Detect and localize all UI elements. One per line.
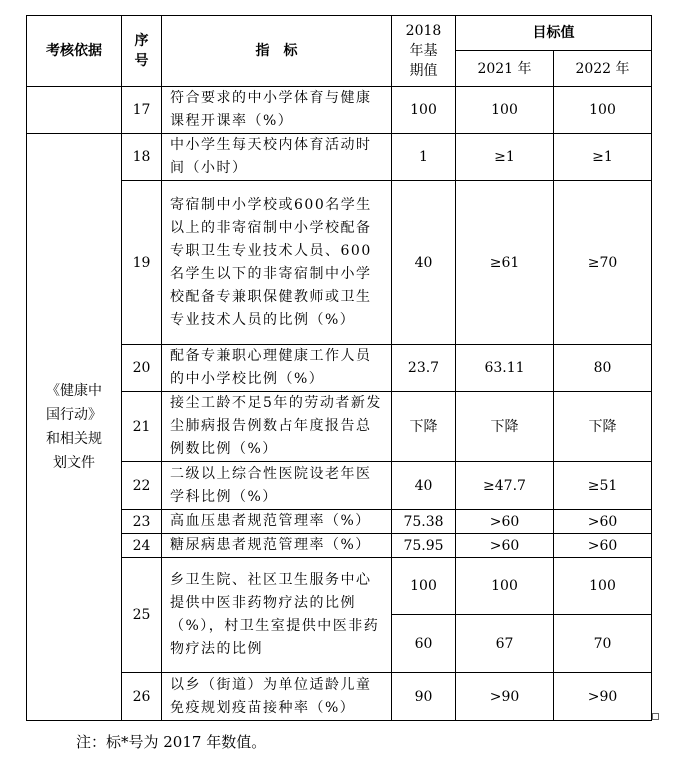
indicator-cell: 寄宿制中小学校或600名学生以上的非寄宿制中小学校配备专职卫生专业技术人员、600名学生以下的非寄宿制中小学校配备专兼职保健教师或卫生专业技术人员的比例（%） <box>162 181 392 345</box>
seq-cell: 21 <box>122 392 162 462</box>
seq-cell: 19 <box>122 181 162 345</box>
base-cell: 75.38 <box>392 510 456 534</box>
table-row <box>27 87 652 134</box>
value-2022-cell: ≥51 <box>554 462 652 510</box>
header-base-value: 2018 年基 期值 <box>392 16 456 87</box>
base-cell: 100 <box>392 558 456 615</box>
value-2021-cell: >90 <box>456 673 554 721</box>
value-2021-cell: 67 <box>456 615 554 673</box>
value-2022-cell: >90 <box>554 673 652 721</box>
base-cell: 1 <box>392 134 456 181</box>
base-cell: 下降 <box>392 392 456 462</box>
indicator-cell: 二级以上综合性医院设老年医学科比例（%） <box>162 462 392 510</box>
header-2022: 2022 年 <box>554 51 652 87</box>
value-2021-cell: ≥1 <box>456 134 554 181</box>
value-2022-cell: 70 <box>554 615 652 673</box>
basis-group-text: 《健康中 国行动》 和相关规 划文件 <box>46 383 102 471</box>
header-seq: 序 号 <box>122 16 162 87</box>
table-row <box>27 134 652 181</box>
value-2021-cell: 100 <box>456 558 554 615</box>
header-basis: 考核依据 <box>27 16 122 87</box>
indicator-cell: 糖尿病患者规范管理率（%） <box>162 534 392 558</box>
indicator-cell: 高血压患者规范管理率（%） <box>162 510 392 534</box>
seq-cell: 20 <box>122 345 162 392</box>
base-cell: 23.7 <box>392 345 456 392</box>
value-2022-cell: 100 <box>554 87 652 134</box>
value-2022-cell: >60 <box>554 510 652 534</box>
base-cell: 75.95 <box>392 534 456 558</box>
indicator-cell: 以乡（街道）为单位适龄儿童免疫规划疫苗接种率（%） <box>162 673 392 721</box>
value-2022-cell: 100 <box>554 558 652 615</box>
value-2021-cell: 下降 <box>456 392 554 462</box>
seq-cell: 22 <box>122 462 162 510</box>
indicator-cell: 符合要求的中小学体育与健康课程开课率（%） <box>162 87 392 134</box>
footnote: 注：标*号为 2017 年数值。 <box>76 733 267 751</box>
indicator-table <box>26 15 652 721</box>
base-cell: 40 <box>392 181 456 345</box>
value-2022-cell: 80 <box>554 345 652 392</box>
value-2022-cell: >60 <box>554 534 652 558</box>
header-target: 目标值 <box>456 16 652 51</box>
base-cell: 100 <box>392 87 456 134</box>
value-2022-cell: 下降 <box>554 392 652 462</box>
basis-cell-empty <box>27 87 122 134</box>
value-2021-cell: >60 <box>456 510 554 534</box>
base-cell: 40 <box>392 462 456 510</box>
base-cell: 60 <box>392 615 456 673</box>
header-indicator: 指 标 <box>162 16 392 87</box>
value-2021-cell: ≥47.7 <box>456 462 554 510</box>
base-cell: 90 <box>392 673 456 721</box>
value-2021-cell: 63.11 <box>456 345 554 392</box>
seq-cell: 25 <box>122 558 162 673</box>
seq-cell: 23 <box>122 510 162 534</box>
seq-cell: 18 <box>122 134 162 181</box>
value-2022-cell: ≥1 <box>554 134 652 181</box>
indicator-cell: 中小学生每天校内体育活动时间（小时） <box>162 134 392 181</box>
value-2022-cell: ≥70 <box>554 181 652 345</box>
value-2021-cell: 100 <box>456 87 554 134</box>
header-2021: 2021 年 <box>456 51 554 87</box>
seq-cell: 26 <box>122 673 162 721</box>
indicator-cell: 乡卫生院、社区卫生服务中心提供中医非药物疗法的比例（%），村卫生室提供中医非药物疗法的比例 <box>162 558 392 673</box>
value-2021-cell: >60 <box>456 534 554 558</box>
value-2021-cell: ≥61 <box>456 181 554 345</box>
indicator-cell: 接尘工龄不足5年的劳动者新发尘肺病报告例数占年度报告总例数比例（%） <box>162 392 392 462</box>
indicator-cell: 配备专兼职心理健康工作人员的中小学校比例（%） <box>162 345 392 392</box>
seq-cell: 24 <box>122 534 162 558</box>
seq-cell: 17 <box>122 87 162 134</box>
table-resize-handle[interactable] <box>652 713 659 720</box>
basis-group-cell <box>27 134 122 721</box>
